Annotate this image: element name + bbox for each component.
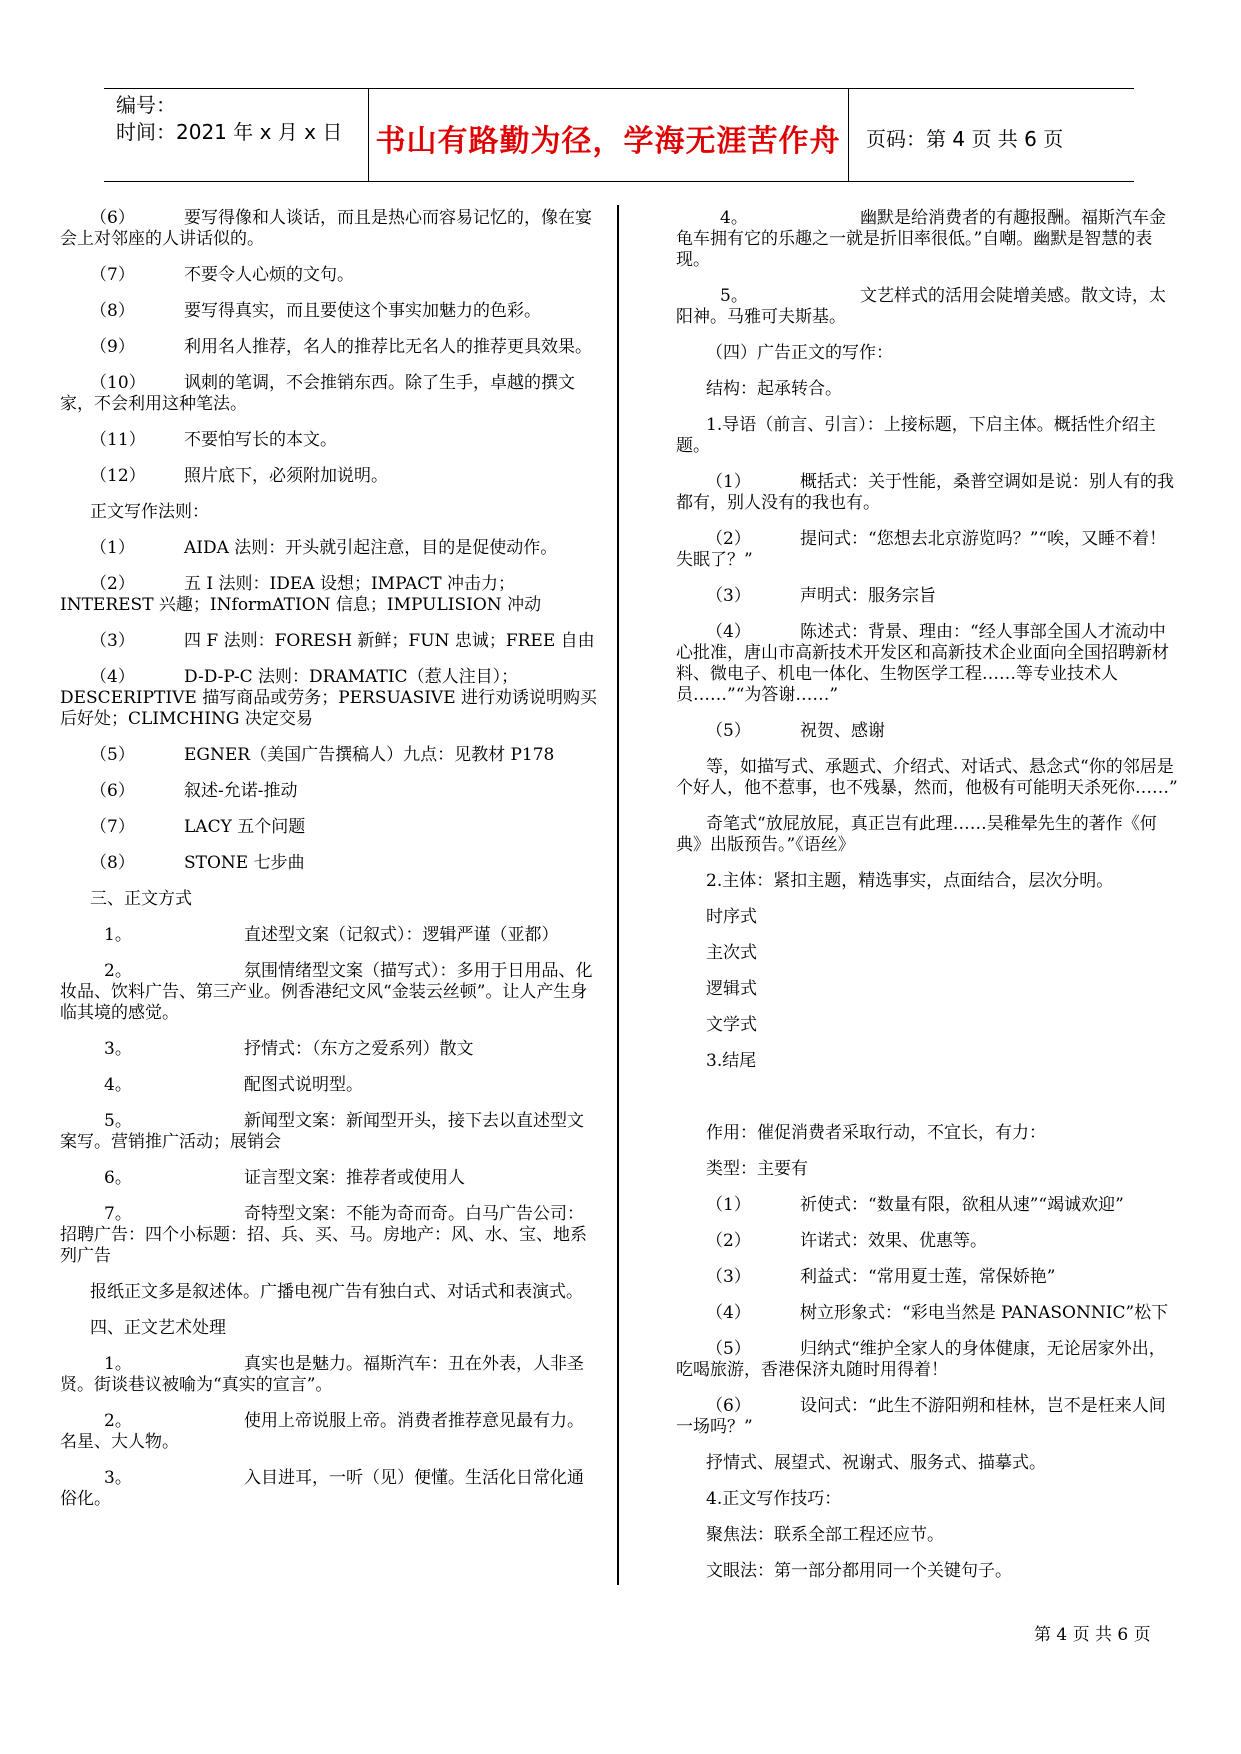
right-paragraph xyxy=(676,1087,1181,1108)
item-text: 奇笔式“放屁放屁，真正岂有此理……吴稚晕先生的著作《何典》出版预告。”《语丝》 xyxy=(676,814,1157,855)
left-paragraph xyxy=(60,853,600,874)
item-text: 声明式：服务宗旨 xyxy=(800,586,936,606)
right-paragraph xyxy=(676,907,1181,928)
item-label: （4） xyxy=(90,667,135,687)
item-text: 使用上帝说服上帝。消费者推荐意见最有力。名星、大人物。 xyxy=(60,1411,584,1452)
left-paragraph xyxy=(60,1075,600,1096)
time-label: 时间：2021 年 x 月 x 日 xyxy=(116,120,343,144)
item-label: （6） xyxy=(90,781,135,801)
item-text: 奇特型文案：不能为奇而奇。白马广告公司：招聘广告：四个小标题：招、兵、买、马。房地产：风、水、宝、地系列广告 xyxy=(60,1204,587,1266)
item-label: （10） xyxy=(90,373,146,393)
right-paragraph xyxy=(676,1396,1181,1438)
item-label: （5） xyxy=(706,1339,751,1359)
item-text: 正文写作法则： xyxy=(90,502,209,522)
right-paragraph xyxy=(676,622,1181,706)
item-text: 文眼法：第一部分都用同一个关键句子。 xyxy=(706,1561,1012,1581)
left-column xyxy=(60,208,600,1525)
item-text: 三、正文方式 xyxy=(90,889,192,909)
left-paragraph xyxy=(60,889,600,910)
right-paragraph xyxy=(676,757,1181,799)
item-label: （9） xyxy=(90,337,135,357)
item-text: 设问式：“此生不游阳朔和桂林，岂不是枉来人间一场吗？” xyxy=(676,1396,1166,1437)
item-text: D-D-P-C 法则：DRAMATIC（惹人注目）；DESCERIPTIVE 描写商品或劳务；PERSUASIVE 进行劝诱说明购买后好处；CLIMCHING 决定交易 xyxy=(60,667,598,729)
item-label: （6） xyxy=(706,1396,751,1416)
left-paragraph xyxy=(60,817,600,838)
right-paragraph xyxy=(676,1339,1181,1381)
item-text: 不要令人心烦的文句。 xyxy=(184,265,354,285)
item-label: （3） xyxy=(90,631,135,651)
left-paragraph xyxy=(60,745,600,766)
item-label: （2） xyxy=(706,1231,751,1251)
right-paragraph xyxy=(676,1195,1181,1216)
right-paragraph xyxy=(676,286,1181,328)
item-text: 叙述-允诺-推动 xyxy=(184,781,298,801)
item-text: （四）广告正文的写作： xyxy=(706,343,893,363)
item-label: （2） xyxy=(90,574,135,594)
item-label: 6。 xyxy=(104,1168,132,1188)
item-text: 4.正文写作技巧： xyxy=(706,1489,842,1509)
left-paragraph xyxy=(60,337,600,358)
item-label: 3。 xyxy=(104,1039,132,1059)
left-paragraph xyxy=(60,1411,600,1453)
item-text: 入目进耳，一听（见）便懂。生活化日常化通俗化。 xyxy=(60,1468,584,1509)
right-paragraph xyxy=(676,1525,1181,1546)
right-paragraph xyxy=(676,208,1181,271)
right-paragraph xyxy=(676,586,1181,607)
right-paragraph xyxy=(676,814,1181,856)
right-paragraph xyxy=(676,1561,1181,1582)
item-text: 类型：主要有 xyxy=(706,1159,808,1179)
item-label: 3。 xyxy=(104,1468,132,1488)
item-text: 四、正文艺术处理 xyxy=(90,1318,226,1338)
item-label: （3） xyxy=(706,586,751,606)
header-top-rule xyxy=(104,88,1134,89)
header-divider-right xyxy=(848,89,849,181)
left-paragraph xyxy=(60,1354,600,1396)
item-label: （4） xyxy=(706,622,751,642)
left-paragraph xyxy=(60,574,600,616)
item-text: 主次式 xyxy=(706,943,757,963)
item-text: 祈使式：“数量有限，欲租从速”“竭诚欢迎” xyxy=(800,1195,1124,1215)
header-meta xyxy=(116,92,342,146)
item-label: （4） xyxy=(706,1303,751,1323)
item-label: （7） xyxy=(90,265,135,285)
item-label: （1） xyxy=(706,472,751,492)
left-paragraph xyxy=(60,1318,600,1339)
item-label: （2） xyxy=(706,529,751,549)
item-label: （3） xyxy=(706,1267,751,1287)
item-label: （8） xyxy=(90,301,135,321)
item-text: 真实也是魅力。福斯汽车：丑在外表，人非圣贤。街谈巷议被喻为“真实的宣言”。 xyxy=(60,1354,584,1395)
page-footer: 第 4 页 共 6 页 xyxy=(1034,1625,1151,1645)
item-text: 利用名人推荐，名人的推荐比无名人的推荐更具效果。 xyxy=(184,337,592,357)
item-text: 文学式 xyxy=(706,1015,757,1035)
item-text: 归纳式“维护全家人的身体健康，无论居家外出，吃喝旅游，香港保济丸随时用得着！ xyxy=(676,1339,1166,1380)
right-paragraph xyxy=(676,1051,1181,1072)
right-paragraph xyxy=(676,1123,1181,1144)
item-text: 祝贺、感谢 xyxy=(800,721,885,741)
item-text: 聚焦法：联系全部工程还应节。 xyxy=(706,1525,944,1545)
left-paragraph xyxy=(60,1282,600,1303)
item-text: 五 I 法则：IDEA 设想；IMPACT 冲击力；INTEREST 兴趣；INformATION 信息；IMPULISION 冲动 xyxy=(60,574,542,615)
item-label: 1。 xyxy=(104,1354,132,1374)
item-text: 要写得像和人谈话，而且是热心而容易记忆的，像在宴会上对邻座的人讲话似的。 xyxy=(60,208,592,249)
left-paragraph xyxy=(60,466,600,487)
right-paragraph xyxy=(676,979,1181,1000)
item-text: 氛围情绪型文案（描写式）：多用于日用品、化妆品、饮料广告、第三产业。例香港纪文风“金装云丝顿”。让人产生身临其境的感觉。 xyxy=(60,961,593,1023)
item-label: 7。 xyxy=(104,1204,132,1224)
left-paragraph xyxy=(60,1111,600,1153)
header-motto: 书山有路勤为径，学海无涯苦作舟 xyxy=(375,124,841,159)
right-paragraph xyxy=(676,943,1181,964)
item-text: 要写得真实，而且要使这个事实加魅力的色彩。 xyxy=(184,301,541,321)
right-paragraph xyxy=(676,472,1181,514)
serial-label: 编号： xyxy=(116,93,176,117)
left-paragraph xyxy=(60,502,600,523)
right-paragraph xyxy=(676,1231,1181,1252)
item-text: 抒情式、展望式、祝谢式、服务式、描摹式。 xyxy=(706,1453,1046,1473)
left-paragraph xyxy=(60,1039,600,1060)
item-label: （12） xyxy=(90,466,146,486)
right-paragraph xyxy=(676,1453,1181,1474)
left-paragraph xyxy=(60,667,600,730)
item-text: 1.导语（前言、引言）：上接标题，下启主体。概括性介绍主题。 xyxy=(676,415,1156,456)
item-text: 配图式说明型。 xyxy=(244,1075,363,1095)
item-text: 概括式：关于性能，桑普空调如是说：别人有的我都有，别人没有的我也有。 xyxy=(676,472,1174,513)
item-label: 2。 xyxy=(104,961,132,981)
item-text: 四 F 法则：FORESH 新鲜；FUN 忠诚；FREE 自由 xyxy=(184,631,595,651)
left-paragraph xyxy=(60,1168,600,1189)
item-text: 新闻型文案：新闻型开头，接下去以直述型文案写。营销推广活动；展销会 xyxy=(60,1111,584,1152)
item-label: 2。 xyxy=(104,1411,132,1431)
left-paragraph xyxy=(60,961,600,1024)
right-paragraph xyxy=(676,1489,1181,1510)
item-label: 1。 xyxy=(104,925,132,945)
left-paragraph xyxy=(60,265,600,286)
item-label: 5。 xyxy=(720,286,748,306)
right-paragraph xyxy=(676,379,1181,400)
right-paragraph xyxy=(676,1015,1181,1036)
item-text: 证言型文案：推荐者或使用人 xyxy=(244,1168,465,1188)
right-paragraph xyxy=(676,415,1181,457)
left-paragraph xyxy=(60,925,600,946)
item-text: 利益式：“常用夏士莲，常保娇艳” xyxy=(800,1267,1056,1287)
left-paragraph xyxy=(60,1468,600,1510)
item-text: 等，如描写式、承题式、介绍式、对话式、悬念式“你的邻居是个好人，他不惹事，也不残暴，然而，他极有可能明天杀死你……” xyxy=(676,757,1178,798)
item-text: 陈述式：背景、理由：“经人事部全国人才流动中心批准，唐山市高新技术开发区和高新技术企业面向全国招聘新材料、微电子、机电一体化、生物医学工程……等专业技术人员……”“为答谢……” xyxy=(676,622,1169,705)
left-paragraph xyxy=(60,538,600,559)
item-text: 结构：起承转合。 xyxy=(706,379,842,399)
item-label: （5） xyxy=(90,745,135,765)
item-text: AIDA 法则：开头就引起注意，目的是促使动作。 xyxy=(184,538,558,558)
item-text: 文艺样式的活用会陡增美感。散文诗，太阳神。马雅可夫斯基。 xyxy=(676,286,1166,327)
item-text: LACY 五个问题 xyxy=(184,817,306,837)
item-text: 讽刺的笔调，不会推销东西。除了生手，卓越的撰文家，不会利用这种笔法。 xyxy=(60,373,575,414)
item-label: （7） xyxy=(90,817,135,837)
left-paragraph xyxy=(60,301,600,322)
item-text: 作用：催促消费者采取行动，不宜长，有力： xyxy=(706,1123,1046,1143)
right-column xyxy=(676,208,1181,1597)
item-label: 4。 xyxy=(720,208,748,228)
left-paragraph xyxy=(60,631,600,652)
item-text: 时序式 xyxy=(706,907,757,927)
item-label: 5。 xyxy=(104,1111,132,1131)
item-text: 不要怕写长的本文。 xyxy=(184,430,337,450)
item-text: 照片底下，必须附加说明。 xyxy=(184,466,388,486)
left-paragraph xyxy=(60,781,600,802)
item-text: 直述型文案（记叙式）：逻辑严谨（亚都） xyxy=(244,925,559,945)
item-text: 逻辑式 xyxy=(706,979,757,999)
item-text: 提问式：“您想去北京游览吗？”“唉，又睡不着！失眠了？” xyxy=(676,529,1167,570)
left-paragraph xyxy=(60,208,600,250)
item-label: （11） xyxy=(90,430,146,450)
item-text: STONE 七步曲 xyxy=(184,853,305,873)
right-paragraph xyxy=(676,343,1181,364)
item-label: 4。 xyxy=(104,1075,132,1095)
item-label: （6） xyxy=(90,208,135,228)
right-paragraph xyxy=(676,721,1181,742)
right-paragraph xyxy=(676,1159,1181,1180)
item-text: 报纸正文多是叙述体。广播电视广告有独白式、对话式和表演式。 xyxy=(90,1282,583,1302)
item-label: （8） xyxy=(90,853,135,873)
item-label: （1） xyxy=(90,538,135,558)
left-paragraph xyxy=(60,1204,600,1267)
right-paragraph xyxy=(676,871,1181,892)
item-text: 3.结尾 xyxy=(706,1051,757,1071)
item-text: 许诺式：效果、优惠等。 xyxy=(800,1231,987,1251)
item-label: （1） xyxy=(706,1195,751,1215)
item-text: 幽默是给消费者的有趣报酬。福斯汽车金龟车拥有它的乐趣之一就是折旧率很低。”自嘲。幽默是智慧的表现。 xyxy=(676,208,1166,270)
right-paragraph xyxy=(676,1267,1181,1288)
left-paragraph xyxy=(60,373,600,415)
item-text: 树立形象式：“彩电当然是 PANASONNIC”松下 xyxy=(800,1303,1169,1323)
right-paragraph xyxy=(676,1303,1181,1324)
item-text: EGNER（美国广告撰稿人）九点：见教材 P178 xyxy=(184,745,555,765)
item-label: （5） xyxy=(706,721,751,741)
header-page-info: 页码：第 4 页 共 6 页 xyxy=(866,127,1064,151)
item-text: 2.主体：紧扣主题，精选事实，点面结合，层次分明。 xyxy=(706,871,1114,891)
right-paragraph xyxy=(676,529,1181,571)
left-paragraph xyxy=(60,430,600,451)
header-bottom-rule xyxy=(104,181,1134,182)
column-divider xyxy=(617,205,619,1585)
item-text: 抒情式：（东方之爱系列）散文 xyxy=(244,1039,474,1059)
